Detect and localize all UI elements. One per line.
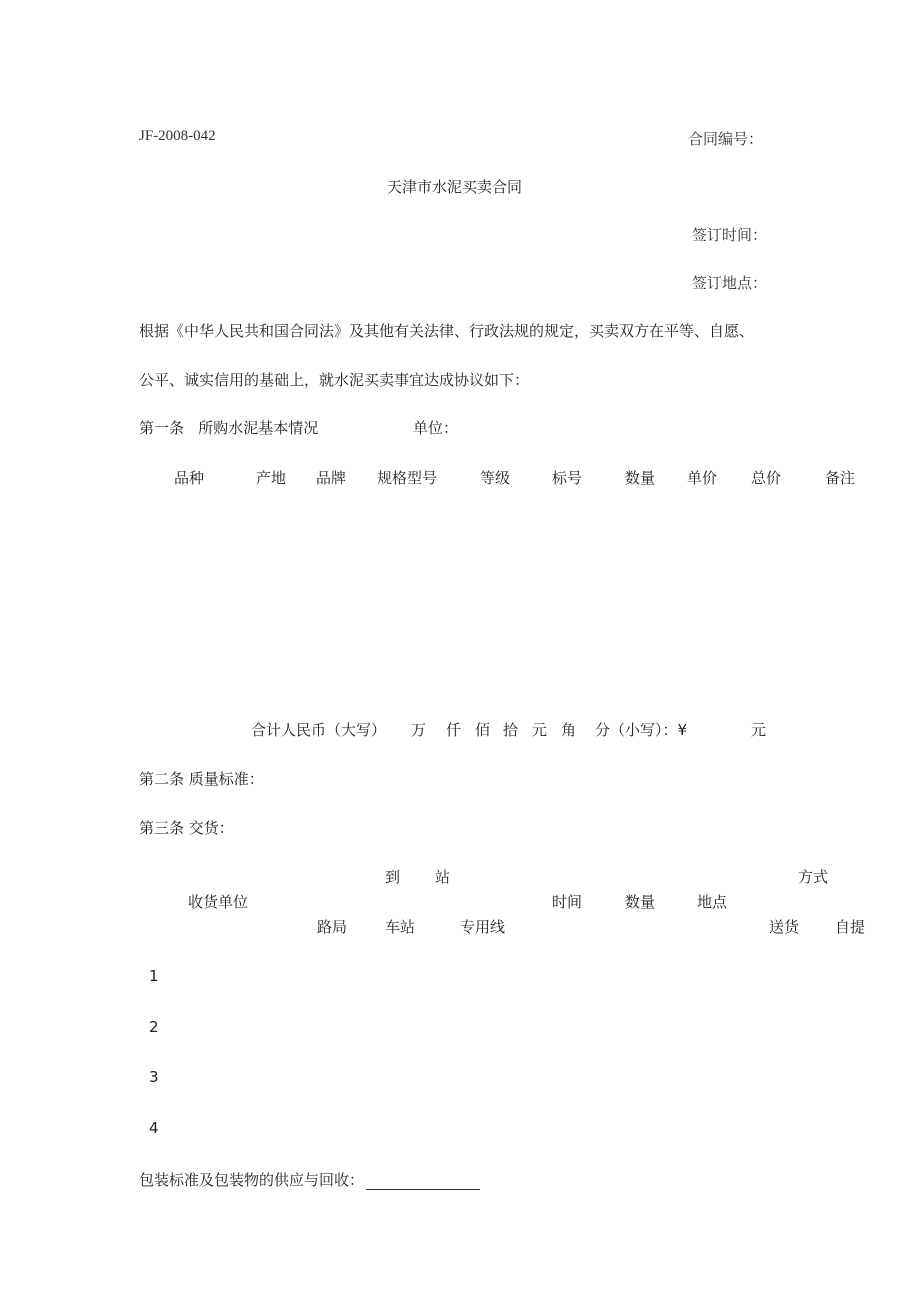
delivery-row-number: 3 (149, 1068, 159, 1086)
column-header-quantity: 数量 (625, 469, 656, 487)
packaging-blank-field[interactable] (366, 1173, 480, 1190)
document-code: JF-2008-042 (139, 128, 216, 144)
column-header-origin: 产地 (256, 469, 287, 487)
column-header-remarks: 备注 (825, 469, 856, 487)
column-header-mark: 标号 (552, 469, 583, 487)
column-header-unit-price: 单价 (687, 469, 718, 487)
packaging-line (139, 1169, 480, 1190)
packaging-label: 包装标准及包装物的供应与回收： (139, 1171, 365, 1189)
unit-bai: 佰 (475, 721, 491, 739)
article-2-heading: 第二条 质量标准： (139, 770, 264, 788)
unit-yuan: 元 (532, 721, 548, 739)
header-place: 地点 (697, 893, 728, 911)
sign-time-label: 签订时间： (692, 228, 768, 244)
article-1-heading: 第一条 所购水泥基本情况 (139, 419, 319, 437)
header-station: 车站 (385, 918, 416, 936)
contract-number-label: 合同编号： (688, 132, 764, 148)
column-header-total-price: 总价 (751, 469, 782, 487)
unit-wan: 万 (411, 721, 427, 739)
preamble-line-2: 公平、诚实信用的基础上，就水泥买卖事宜达成协议如下： (139, 371, 530, 389)
page-title: 天津市水泥买卖合同 (387, 178, 523, 196)
article-1-unit-label: 单位： (413, 419, 459, 437)
column-header-brand: 品牌 (316, 469, 347, 487)
header-receiver: 收货单位 (188, 893, 249, 911)
header-railway-bureau: 路局 (317, 918, 348, 936)
unit-shi: 拾 (503, 721, 519, 739)
header-pickup: 自提 (835, 918, 866, 936)
article-3-heading: 第三条 交货： (139, 819, 234, 837)
header-time: 时间 (552, 893, 583, 911)
header-dao: 到 (385, 868, 401, 886)
header-quantity: 数量 (625, 893, 656, 911)
preamble-line-1: 根据《中华人民共和国合同法》及其他有关法律、行政法规的规定，买卖双方在平等、自愿、 (139, 322, 755, 340)
total-prefix: 合计人民币（大写） (251, 721, 387, 739)
header-method: 方式 (798, 868, 829, 886)
delivery-row-number: 1 (149, 967, 159, 985)
unit-jiao: 角 (561, 721, 577, 739)
unit-fen-lowercase: 分（小写）：¥ (595, 721, 688, 739)
delivery-row-number: 2 (149, 1018, 159, 1036)
header-siding: 专用线 (460, 918, 506, 936)
column-header-variety: 品种 (174, 469, 205, 487)
unit-yuan-end: 元 (751, 721, 767, 739)
column-header-spec: 规格型号 (377, 469, 438, 487)
header-zhan: 站 (435, 868, 451, 886)
header-deliver: 送货 (769, 918, 800, 936)
delivery-row-number: 4 (149, 1119, 159, 1137)
sign-place-label: 签订地点： (692, 276, 768, 292)
column-header-grade: 等级 (480, 469, 511, 487)
unit-qian: 仟 (446, 721, 462, 739)
